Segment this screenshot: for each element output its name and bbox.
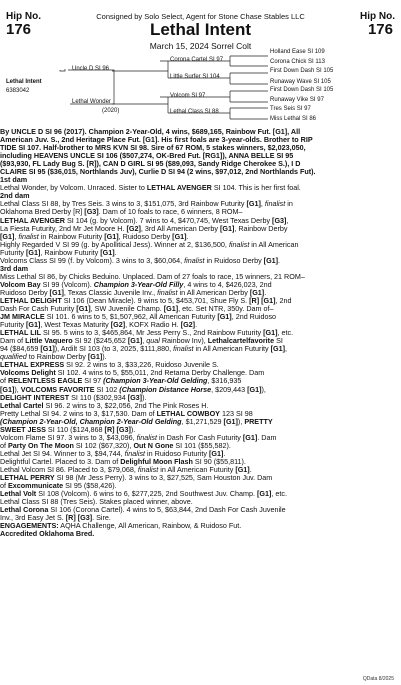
foaling-info: March 15, 2024 Sorrel Colt [149, 41, 252, 51]
body-run: American Juv. S., 2nd Heritage Place Fut. [G1]. His first foals are 3-year-olds. Brother to RIP [0, 135, 313, 145]
body-run: SI 95. 5 wins to 3, $465,864, Mr Jess Perry S., 2nd Rainbow Futurity [41, 328, 264, 338]
body-run: SI 110 ($124,868 [45, 424, 105, 434]
body-run: , Ruidoso Derby [118, 231, 173, 241]
body-run: La Fiesta Futurity, 2nd Mr Jet Moore H. [0, 223, 127, 233]
body-run: SI 101 ($55,582). [173, 440, 231, 450]
body-run: SI 92. 2 wins to 3, $33,226, Ruidoso Juvenile S. [64, 360, 219, 370]
body-run: PRETTY [244, 416, 273, 426]
pedigree-ggp-6: Runaway Vike SI 97 [270, 97, 324, 103]
body-run: [G1] [0, 231, 15, 241]
body-run: in All American Futurity [193, 344, 271, 354]
body-run: [R] [G3] [104, 424, 131, 434]
body-run: . Sire. [92, 513, 111, 523]
body-run: including HEAVENS UNCLE SI 106 ($507,274, OK-Bred Fut. [RG1]), ANNA BELLE SI 95 [0, 151, 294, 161]
body-run: [G1] [25, 320, 41, 330]
body-run: Volcom Bay [0, 279, 41, 289]
hip-label-left: Hip No. [6, 11, 41, 22]
body-run: Lethal Jet SI 94. Winner to 3, $94,744, [0, 448, 125, 458]
body-line [0, 257, 401, 265]
pedigree-sire-sire: Corona Cartel SI 97 [170, 57, 224, 63]
body-run: SI 110 ($302,934 [69, 392, 128, 402]
body-run: 94 ($84,659 [0, 344, 41, 354]
hip-label-right: Hip No. [360, 11, 395, 22]
body-run: in [285, 199, 293, 209]
pedigree-ggp-1: Holland Ease SI 109 [270, 49, 325, 55]
body-run: Accredited Oklahoma Bred. [0, 529, 95, 539]
body-run: [G1] [172, 231, 187, 241]
body-run: [G1] [0, 384, 15, 394]
pedigree-dam-year: (2020) [102, 108, 120, 114]
body-run: [G1] [40, 344, 55, 354]
body-run: in Rainbow Futurity [38, 231, 105, 241]
body-run: Lethalcartelfavorite [207, 336, 275, 346]
body-run: SWEET JESS [0, 424, 46, 434]
body-run: LETHAL COWBOY [156, 408, 220, 418]
body-run: finalist [18, 231, 39, 241]
body-run: [G1] [217, 312, 232, 322]
body-run: [G1] [104, 231, 119, 241]
body-run: SI 104 (g. by Volcom). 7 wins to 4, $470,745, West Texas Derby [64, 215, 273, 225]
pedigree-ggp-4: Runaway Wave SI 105 [270, 79, 331, 85]
body-run: finalist [173, 344, 194, 354]
body-run: LETHAL AVENGER [0, 215, 65, 225]
body-run: ), [237, 416, 245, 426]
body-run: . [114, 247, 117, 257]
body-run: , West Texas Maturity [40, 320, 111, 330]
body-run: . [264, 287, 267, 297]
body-run: [G1] [223, 416, 238, 426]
consignor-line: Consigned by Solo Select, Agent for Stone Chase Stables LLC [96, 12, 305, 21]
body-run: [G1] [263, 255, 279, 265]
body-run: qual [146, 336, 160, 346]
body-run: LETHAL LIL [0, 328, 41, 338]
footer-credit: QData 8/2025 [362, 676, 394, 682]
body-line [0, 168, 401, 176]
body-run: ($93,930, FL Lady Bug S. [R]), CAN D GIRL SI 95 ($89,093, Sandy Ridge Cherokee S.), I D [0, 159, 301, 169]
body-run: , [285, 344, 287, 354]
pedigree-horse: Lethal Intent [6, 79, 42, 85]
body-run: , [142, 336, 147, 346]
pedigree-dam-sire: Volcom SI 97 [170, 93, 206, 99]
body-run: , etc. [271, 489, 287, 499]
body-run: [G1] [25, 247, 41, 257]
body-run: ). [142, 392, 147, 402]
body-run: [G1] [219, 223, 235, 233]
body-run: Dash For Cash Futurity [0, 304, 77, 314]
body-run: , KOFX Radio H. [125, 320, 181, 330]
pedigree-ggp-7: Tres Seis SI 97 [270, 106, 311, 112]
pedigree-ggp-8: Miss Lethal SI 86 [270, 116, 317, 122]
body-run: 2nd dam [0, 191, 30, 201]
body-run: , 3rd All American Derby [140, 223, 220, 233]
pedigree-reg-number: 6383042 [6, 88, 30, 94]
body-run: [G3] [127, 392, 143, 402]
body-run: [G2] [180, 320, 196, 330]
body-run: Out N Gone [133, 440, 174, 450]
body-run: SI 108 (Volcom). 6 wins to 6, $277,225, 2nd Southwest Juv. Champ. [36, 489, 258, 499]
body-run: finalist [228, 239, 250, 249]
body-run: ). [102, 352, 107, 362]
body-run: SI 106 (Corona Cartel). 4 wins to 5, $63,844, 2nd Dash For Cash Juvenile [48, 505, 286, 515]
body-run: [G1] [163, 304, 179, 314]
body-run: (Champion 3-Year-Old Gelding [103, 376, 208, 386]
body-run: Highly Regarded V SI 99 (g. by Apollitical Jess). Winner at 2, $136,500, [0, 239, 229, 249]
body-run: , 4 wins to 4, $426,023, 2nd [183, 279, 272, 289]
body-run: . [186, 231, 189, 241]
body-run: [G1] [270, 344, 285, 354]
hip-number-right: 176 [367, 21, 393, 38]
body-run: [G1] [263, 328, 278, 338]
hip-number-left: 176 [6, 21, 32, 38]
body-run: in Ruidoso Futurity [145, 448, 209, 458]
body-run: , SW Juvenile Champ. [90, 304, 164, 314]
body-run: Pretty Lethal SI 94. 2 wins to 3, $17,530. Dam of [0, 408, 157, 418]
body-run: Delightful Cartel. Placed to 3. Dam of [0, 456, 121, 466]
body-run: [G1] [246, 199, 261, 209]
body-line [0, 184, 401, 192]
body-run: of [0, 440, 8, 450]
body-run: , 2nd [275, 295, 292, 305]
body-run: qualified [0, 352, 27, 362]
body-run: in All American Derby [177, 287, 250, 297]
body-run: , etc. Set NTR, 350y. Dam of– [178, 304, 274, 314]
body-run: [G2] [126, 223, 141, 233]
body-run: Inv., 3rd Easy Jet S. [0, 513, 66, 523]
body-run: JM MIRACLE [0, 312, 45, 322]
body-run: [G1] [242, 432, 258, 442]
body-run: , etc. [277, 328, 294, 338]
body-run: LETHAL PERRY [0, 473, 55, 483]
body-run: ENGAGEMENTS: [0, 521, 59, 531]
body-run: ), [261, 384, 266, 394]
body-run: CLAIRE SI 95 ($36,015, Northlands Juv), Curlie D SI 94 (2 wins, $97,012, 2nd Northlands Fut). [0, 167, 316, 177]
body-run: SI 98 (Mr Jess Perry). 3 wins to 3, $27,525, Sam Houston Juv. Dam [54, 473, 273, 483]
body-run: Party On The Moon [8, 440, 74, 450]
body-run: SI 95 ($58,426). [63, 481, 117, 491]
body-run: AQHA Challenge, All American, Rainbow, & Ruidoso Fut. [58, 521, 242, 531]
body-run: , $209,443 [211, 384, 248, 394]
body-run: Volcoms Delight [0, 368, 56, 378]
pedigree-dam: Lethal Wonder [72, 99, 111, 105]
body-run: SI [274, 336, 283, 346]
body-run: Delighful Moon Flash [120, 456, 193, 466]
body-run: [G1] [249, 287, 265, 297]
body-run: , $1,271,529 [181, 416, 224, 426]
catalog-body-text [0, 128, 401, 538]
pedigree-ggp-3: First Down Dash SI 105 [270, 68, 334, 74]
body-run: , Rainbow Derby [234, 223, 288, 233]
body-run: Volcoms Class SI 99 (f. by Volcom). 3 wins to 3, $60,064, [0, 255, 185, 265]
body-run: ). [130, 424, 136, 434]
body-run: Lethal Class SI 88, by Tres Seis. 3 wins to 3, $151,075, 3rd Rainbow Futurity [0, 199, 247, 209]
body-run: Little Vaquero [25, 336, 73, 346]
body-run: Oklahoma Bred Derby [R] [0, 207, 85, 217]
body-run: , Rainbow Futurity [40, 247, 101, 257]
body-run: finalist [136, 432, 158, 442]
body-run: SI 97 [82, 376, 104, 386]
body-run: to Rainbow Derby [26, 352, 88, 362]
body-run: LETHAL EXPRESS [0, 360, 65, 370]
body-run: Futurity [0, 247, 26, 257]
body-run: Miss Lethal SI 86, by Chicks Beduino. Unplaced. Dam of 27 foals to race, 15 winners, 21 ROM– [0, 271, 305, 281]
body-run: (Champion Distance Horse [119, 384, 212, 394]
body-run: Futurity [0, 320, 26, 330]
body-run: SI 99 (Volcom). [40, 279, 94, 289]
body-run: [G1] [257, 489, 272, 499]
body-run: ), Ardilt SI 103 (to 3, 2025, $111,880, [54, 344, 174, 354]
pedigree-sire: Uncle D SI 96 [72, 66, 110, 72]
body-run: SI 104. This is her first foal. [211, 183, 301, 193]
body-run: By UNCLE D SI 96 (2017). Champion 2-Year-Old, 4 wins, $689,165, Rainbow Fut. [G1], All [0, 127, 301, 136]
body-run: 123 SI 98 [219, 408, 253, 418]
body-run: 3rd dam [0, 263, 28, 273]
body-run: [G3] [272, 215, 287, 225]
body-run: [G1] [100, 247, 115, 257]
body-run: 1st dam [0, 175, 28, 185]
body-run: SI 96. 2 wins to 3, $22,056, 2nd The Pink Roses H. [43, 400, 209, 410]
body-run: SI 102. 4 wins to 5, $55,011, 2nd Retama Derby Challenge. Dam [55, 368, 265, 378]
body-run: in All American Futurity [158, 464, 236, 474]
body-run: of [0, 481, 8, 491]
body-run: SI 92 ($245,652 [72, 336, 128, 346]
body-run: . Dam [257, 432, 277, 442]
body-run: [R] [G1] [249, 295, 276, 305]
body-run: . [195, 320, 198, 330]
body-run: , [260, 199, 265, 209]
body-run: SI 102 [94, 384, 120, 394]
body-run: SI 102 ($67,320), [73, 440, 134, 450]
body-run: SI 90 ($55,811). [192, 456, 246, 466]
body-run: LETHAL AVENGER [146, 183, 212, 193]
body-run: of [0, 376, 8, 386]
body-run: VOLCOMS FAVORITE [20, 384, 95, 394]
body-run: Lethal Wonder, by Volcom. Unraced. Sister to [0, 183, 147, 193]
body-run: , Texas Classic Juvenile Inv., [63, 287, 158, 297]
body-run: TIDE SI 107. Half-brother to MRS KVN SI 98. Sire of 67 ROM, 5 stakes winners, $2,023,050, [0, 143, 306, 153]
body-run: Lethal Corona [0, 505, 49, 515]
body-run: [G1] [49, 287, 64, 297]
body-run: . [249, 464, 252, 474]
body-run: [G1] [76, 304, 91, 314]
body-run: , [14, 231, 19, 241]
body-run: SI 106 (Dean Miracle). 9 wins to 5, $453,701, Shue Fly S. [61, 295, 250, 305]
body-run: Lethal Cartel [0, 400, 44, 410]
body-run: . Dam of 10 foals to race, 6 winners, 8 ROM– [98, 207, 243, 217]
body-run: Excommunicate [8, 481, 64, 491]
body-run: [G1] [235, 464, 250, 474]
body-run: Ruidoso Derby [0, 287, 50, 297]
body-run: Lethal Class SI 88 (Tres Seis). Stakes placed winner, above. [0, 497, 193, 507]
pedigree-dam-dam: Lethal Class SI 88 [170, 109, 219, 115]
body-run: [G2] [110, 320, 126, 330]
body-run: in Ruidoso Derby [204, 255, 264, 265]
body-run: SI 101. 6 wins to 5, $1,507,962, All American Futurity [44, 312, 218, 322]
body-run: ), [14, 384, 21, 394]
body-run: Dam of [0, 336, 26, 346]
body-run: Volcom Flame SI 97. 3 wins to 3, $43,096, [0, 432, 137, 442]
body-line [0, 530, 401, 538]
pedigree-sire-dam: Little Surfer SI 104 [170, 74, 220, 80]
body-run: Lethal Volt [0, 489, 37, 499]
body-run: [G1] [87, 352, 103, 362]
body-run: [G3] [84, 207, 99, 217]
horse-name: Lethal Intent [149, 20, 252, 39]
body-run: Lethal Volcom SI 86. Placed to 3, $79,068, [0, 464, 138, 474]
body-run: . [278, 255, 281, 265]
pedigree-ggp-2: Corona Chick SI 113 [270, 59, 325, 65]
body-run: DELIGHT INTEREST [0, 392, 70, 402]
body-run: Rainbow Inv), [159, 336, 208, 346]
body-run: finalist [137, 464, 159, 474]
body-run: RELENTLESS EAGLE [8, 376, 83, 386]
body-run: , [286, 215, 289, 225]
body-run: Champion 3-Year-Old Filly [93, 279, 184, 289]
body-run: , $316,935 [207, 376, 242, 386]
body-run: . [223, 448, 226, 458]
body-run: in Dash For Cash Futurity [157, 432, 243, 442]
body-run: in All American [249, 239, 299, 249]
pedigree-ggp-5: First Down Dash SI 105 [270, 87, 334, 93]
body-run: (Champion 2-Year-Old, Champion 2-Year-Old Gelding [0, 416, 182, 426]
body-run: LETHAL DELIGHT [0, 295, 62, 305]
body-run: finalist [184, 255, 205, 265]
body-run: [G1] [127, 336, 143, 346]
body-run: finalist [124, 448, 146, 458]
body-run: [G1] [247, 384, 262, 394]
body-run: finalist [157, 287, 178, 297]
body-run: [R] [G3] [65, 513, 93, 523]
body-run: [G1] [208, 448, 224, 458]
body-run: , 2nd Ruidoso [231, 312, 277, 322]
body-run: finalist [264, 199, 286, 209]
